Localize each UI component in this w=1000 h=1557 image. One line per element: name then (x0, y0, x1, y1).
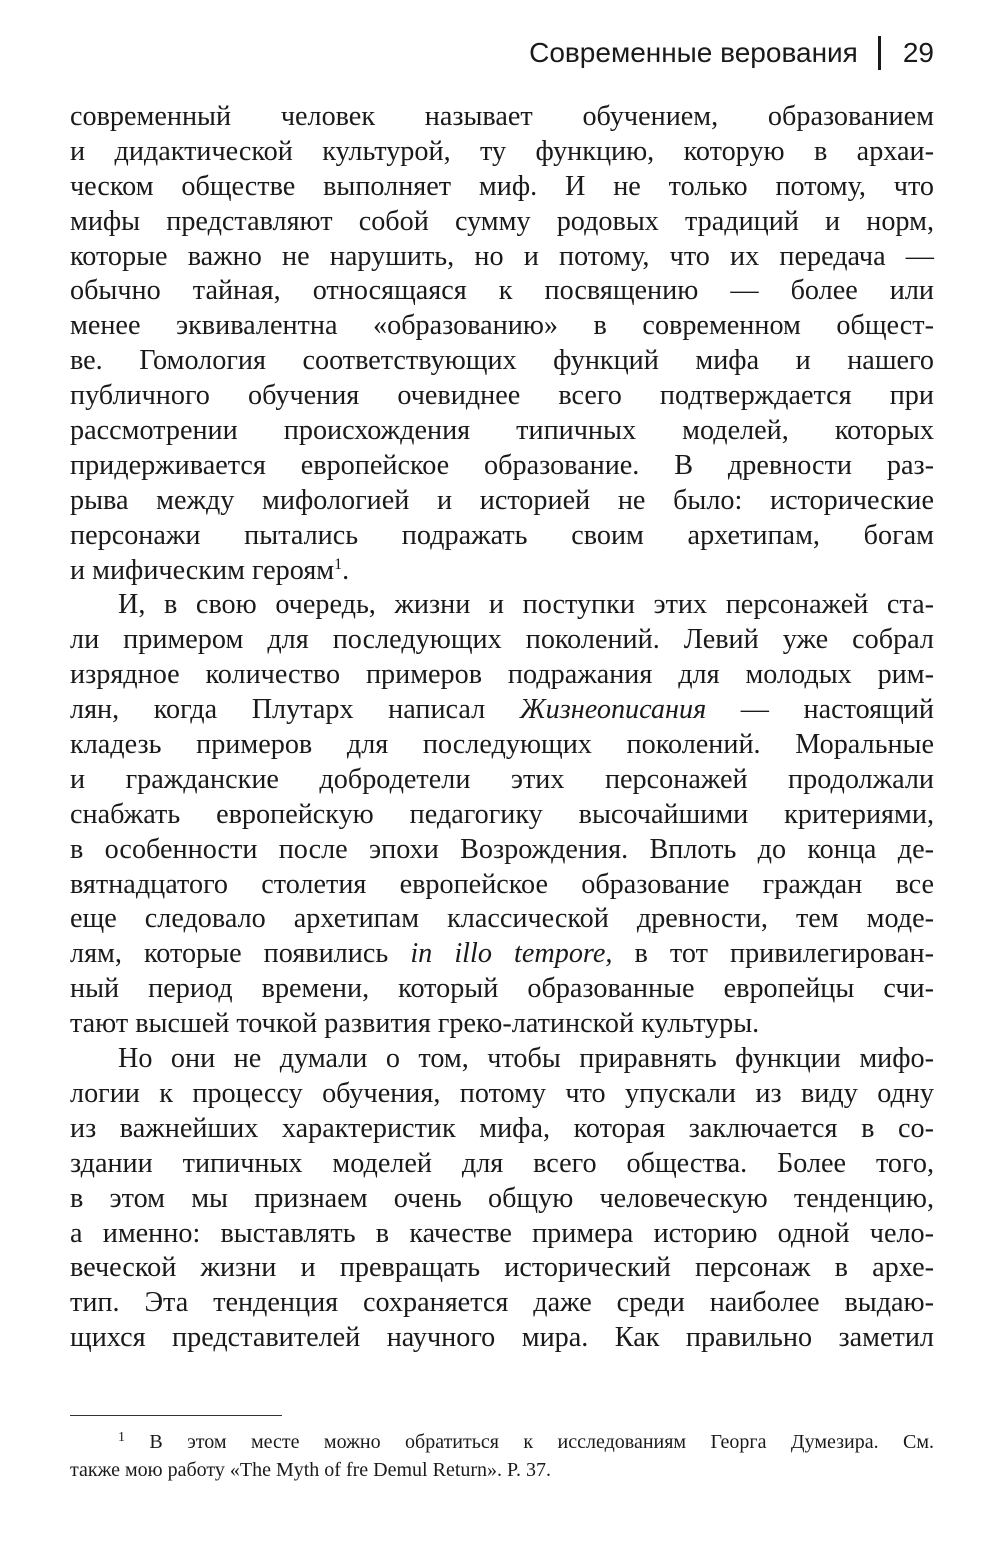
text-line: тип. Эта тенденция сохраняется даже среди наиболее выдаю- (70, 1287, 934, 1319)
text-fragment: в тот привилегирован- (612, 938, 934, 970)
text-line: ве. Гомология соответствующих функций мифа и нашего (70, 345, 934, 377)
text-line: рассмотрении происхождения типичных моделей, которых (70, 415, 934, 447)
text-line: еще следовало архетипам классической древности, тем моде- (70, 903, 934, 935)
text-line: здании типичных моделей для всего общества. Более того, (70, 1147, 934, 1179)
text-line (70, 937, 934, 972)
text-line: щихся представителей научного мира. Как правильно заметил (70, 1322, 934, 1354)
text-line: в особенности после эпохи Возрождения. Вплоть до конца де- (70, 833, 934, 865)
page-number: 29 (902, 37, 934, 68)
footnote (70, 1428, 934, 1484)
chapter-title: Современные верования (529, 37, 858, 68)
footnote-text: В этом месте можно обратиться к исследованиям Георга Думезира. См. (125, 1431, 934, 1453)
main-text (70, 100, 934, 1356)
text-line: рыва между мифологией и историей не было: исторические (70, 484, 934, 516)
text-line: тают высшей точкой развития греко-латинской культуры. (70, 1008, 760, 1040)
text-line: ли примером для последующих поколений. Левий уже собрал (70, 624, 934, 656)
text-line: логии к процессу обучения, потому что упускали из виду одну (70, 1077, 934, 1109)
footnote-line: также мою работу «The Myth of fre Demul Return». P. 37. (70, 1459, 551, 1481)
text-line: кладезь примеров для последующих поколений. Моральные (70, 729, 934, 761)
footnote-line (70, 1428, 934, 1456)
italic-book-title: Жизнеописания (519, 694, 707, 726)
text-fragment: лям, которые появились (70, 938, 389, 970)
text-line: и гражданские добродетели этих персонажей продолжали (70, 763, 934, 795)
text-line: из важнейших характеристик мифа, которая заключается в со- (70, 1112, 934, 1144)
footnote-mark: 1 (118, 1430, 125, 1445)
italic-latin-phrase: in illo tempore, (410, 938, 613, 970)
text-line: мифы представляют собой сумму родовых традиций и норм, (70, 205, 934, 237)
text-line: И, в свою очередь, жизни и поступки этих персонажей ста- (118, 589, 934, 621)
text-line: Но они не думали о том, чтобы приравнять функции мифо- (118, 1043, 934, 1075)
footnote-divider (70, 1415, 282, 1416)
text-line: снабжать европейскую педагогику высочайшими критериями, (70, 798, 934, 830)
text-fragment: лян, когда Плутарх написал (70, 694, 486, 726)
text-line: менее эквивалентна «образованию» в современном общест- (70, 310, 934, 342)
text-line: ный период времени, который образованные европейцы счи- (70, 973, 934, 1005)
footnote-reference: 1 (334, 555, 343, 573)
text-line: обычно тайная, относящаяся к посвящению — более или (70, 275, 934, 307)
running-header (529, 36, 934, 70)
text-line: ческом обществе выполняет миф. И не только потому, что (70, 170, 934, 202)
text-line (70, 554, 934, 589)
text-fragment: — настоящий (706, 694, 935, 726)
text-line (70, 693, 934, 728)
text-line: вятнадцатого столетия европейское образование граждан все (70, 868, 934, 900)
text-line: в этом мы признаем очень общую человеческую тенденцию, (70, 1182, 934, 1214)
text-line: изрядное количество примеров подражания для молодых рим- (70, 659, 934, 691)
text-line: придерживается европейское образование. В древности раз- (70, 449, 934, 481)
text-line: публичного обучения очевиднее всего подтверждается при (70, 380, 934, 412)
text-line: персонажи пытались подражать своим архетипам, богам (70, 519, 934, 551)
header-separator (878, 36, 881, 70)
text-line: которые важно не нарушить, но и потому, что их передача — (70, 240, 934, 272)
text-line: и дидактической культурой, ту функцию, которую в архаи- (70, 135, 934, 167)
text-fragment: . (342, 554, 350, 586)
text-line: а именно: выставлять в качестве примера историю одной чело- (70, 1217, 934, 1249)
text-fragment: и мифическим героям (70, 554, 335, 586)
text-line: веческой жизни и превращать исторический персонаж в архе- (70, 1252, 934, 1284)
text-line: современный человек называет обучением, образованием (70, 101, 934, 132)
